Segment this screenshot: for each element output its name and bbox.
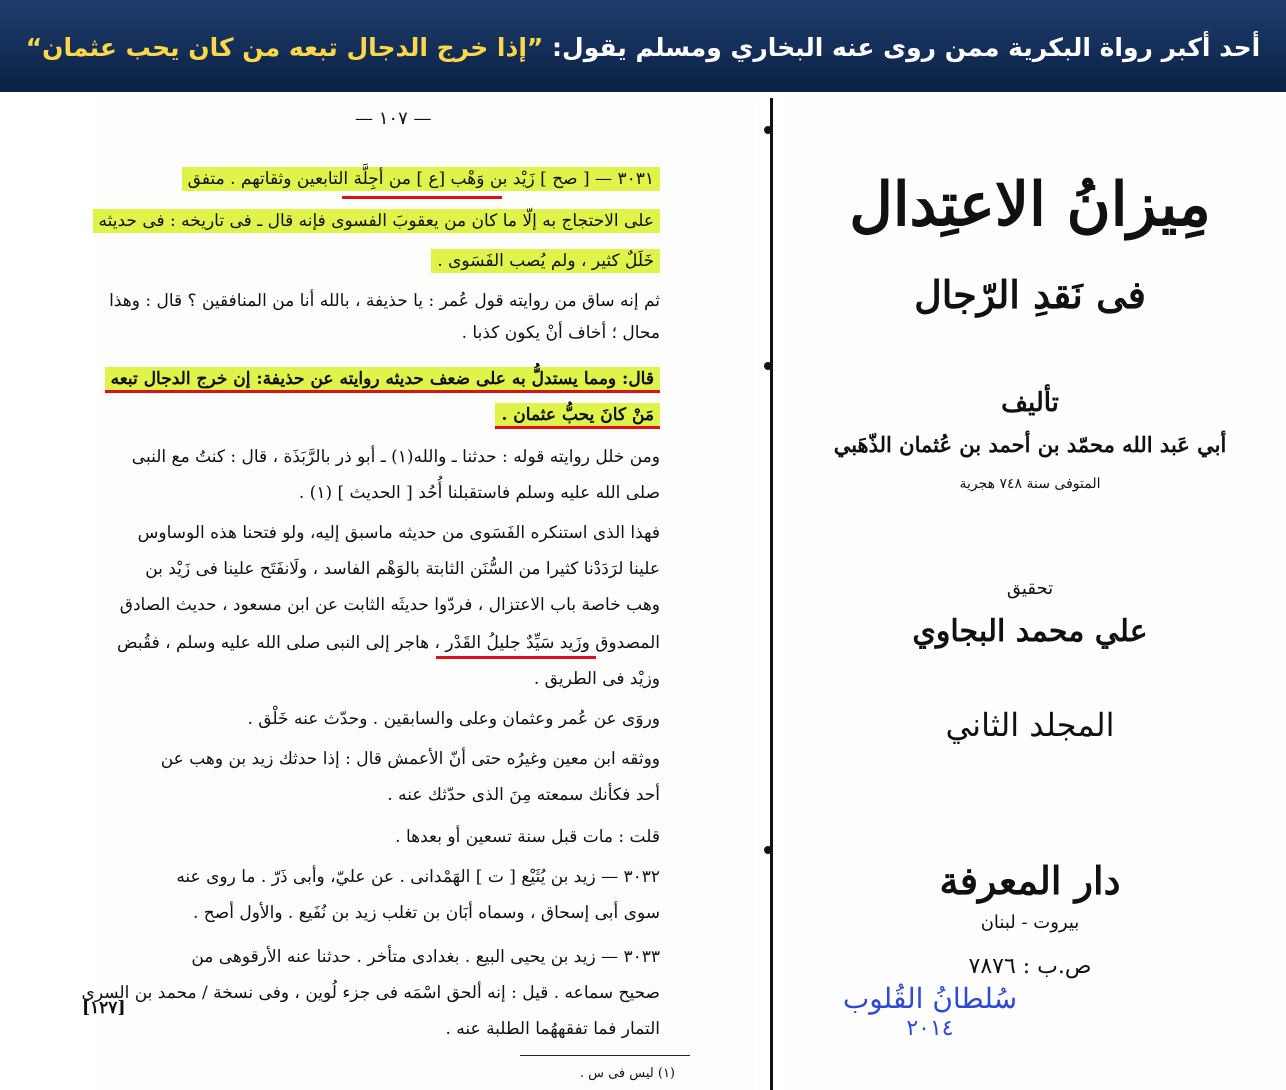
text-line: ثم إنه ساق من روايته قول عُمر : يا حذيفة ، بالله أنا من المنافقين ؟ قال : وهذا	[109, 291, 660, 311]
book-title: مِيزانُ الاعتِدال	[849, 170, 1211, 240]
text-line: فهذا الذى استنكره الفَسَوى من حديثه ماسبق إليه، ولو فتحنا هذه الوساوس	[137, 523, 660, 543]
highlighted-underlined-text: قال: ومما يستدلُّ به على ضعف حديثه روايته عن حذيفة: إن خرج الدجال تبعه	[105, 367, 660, 393]
key-quote-line	[495, 404, 660, 426]
text-line	[431, 250, 660, 272]
highlighted-text	[182, 167, 660, 191]
watermark-year: ٢٠١٤	[906, 1016, 954, 1041]
edited-label: تحقيق	[1006, 578, 1054, 599]
text-line	[182, 168, 660, 190]
highlighted-text: على الاحتجاج به إلّا ما كان من يعقوبَ الفسوى فإنه قال ـ فى تاريخه : فى حديثه	[93, 209, 660, 233]
text-line: وروَى عن عُمر وعثمان وعلى والسابقين . وحدّث عنه خَلْق .	[247, 709, 660, 729]
banner-headline	[26, 31, 1260, 62]
text-line: صحيح سماعه . قيل : إنه ألحق اسْمَه فى جزء لُوين ، وفى نسخة / محمد بن السرى	[81, 983, 660, 1003]
banner-quote: ”إذا خرج الدجال تبعه من كان يحب عثمان“	[25, 32, 544, 62]
banner-text: أحد أكبر رواة البكرية ممن روى عنه البخاري ومسلم يقول:	[543, 32, 1261, 62]
volume-label: المجلد الثاني	[945, 706, 1115, 744]
key-quote-line	[105, 368, 660, 390]
text-line: وزيْد فى الطريق .	[533, 669, 660, 689]
text-line: قلت : مات قبل سنة تسعين أو بعدها .	[395, 827, 660, 847]
text-line: محال ؛ أخاف أنْ يكون كذبا .	[461, 323, 660, 343]
footnote-divider	[520, 1055, 690, 1056]
text-line: علينا لرَدَدْنا كثيرا من السُّنَن الثابتة بالوَهْم الفاسد ، ولَانفَتَح علينا فى زَيْد بن	[145, 559, 660, 579]
text-line: أحد فكأنك سمعته مِنَ الذى حدّثك عنه .	[387, 785, 660, 805]
watermark-name: سُلطانُ القُلوب	[842, 982, 1018, 1015]
author-name: أبي عَبد الله محمّد بن أحمد بن عُثمان الذّهَبي	[833, 432, 1227, 457]
text-line: صلى الله عليه وسلم فاستقبلنا أُحُد [ الحديث ] (١) .	[298, 483, 660, 503]
publisher-city: بيروت - لبنان	[980, 912, 1080, 933]
page-fold	[770, 98, 773, 1090]
publisher-pobox: ص.ب : ٧٨٧٦	[968, 954, 1092, 979]
authored-label: تأليف	[1001, 388, 1059, 418]
book-subtitle: فى نَقدِ الرّجال	[914, 272, 1146, 317]
margin-page-number: [١٢٧]	[82, 998, 126, 1018]
footnote: (١) ليس فى س .	[579, 1066, 675, 1081]
title-banner	[0, 0, 1286, 92]
entry-3032: ٣٠٣٢ — زيد بن يُثَيْع [ ت ] الهَمْدانى . عن عليّ، وأبى ذَرّ . ما روى عنه	[176, 867, 660, 887]
text-line: التمار فما تفقههُما الطلبة عنه .	[445, 1019, 660, 1039]
entry-3031: ٣٠٣١ — [ صح ] زَيْد بن وَهْب [ع ] من أجِلَّة التابعين وثقاتهم . متفق	[187, 169, 654, 189]
red-underline	[342, 196, 502, 199]
text-line: المصدوق وزَيد سَيِّدٌ جليلُ القَدْر ، هاجر إلى النبى صلى الله عليه وسلم ، فقُبض	[117, 633, 660, 653]
page-number: — ١٠٧ —	[355, 108, 432, 129]
red-underline	[436, 656, 596, 659]
fold-dot-icon	[764, 126, 772, 134]
text-line: ووثقه ابن معين وغيرُه حتى أنّ الأعمش قال : إذا حدثك زيد بن وهب عن	[160, 749, 660, 769]
text-line: وهب خاصة باب الاعتزال ، فردّوا حديثَه الثابت عن ابن مسعود ، حديث الصادق	[119, 595, 660, 615]
highlighted-text: خَلَلٌ كثير ، ولم يُصب الفَسَوى .	[431, 249, 660, 273]
text-line: سوى أبى إسحاق ، وسماه أبَان بن تغلب زيد بن نُفَيع . والأول أصح .	[193, 903, 660, 923]
text-line: ومن خلل روايته قوله : حدثنا ـ والله(١) ـ أبو ذر بالرَّبَذَة ، قال : كنتُ مع النبى	[131, 447, 660, 467]
text-line	[93, 210, 660, 232]
author-death-date: المتوفى سنة ٧٤٨ هجرية	[959, 476, 1101, 492]
publisher-name: دار المعرفة	[939, 858, 1121, 903]
fold-dot-icon	[764, 362, 772, 370]
editor-name: علي محمد البجاوي	[912, 614, 1148, 649]
fold-dot-icon	[764, 846, 772, 854]
entry-3033: ٣٠٣٣ — زيد بن يحيى البيع . بغدادى متأخر . حدثنا عنه الأرقوهى من	[191, 947, 660, 967]
highlighted-underlined-text: مَنْ كانَ يحبُّ عثمان .	[495, 403, 660, 429]
